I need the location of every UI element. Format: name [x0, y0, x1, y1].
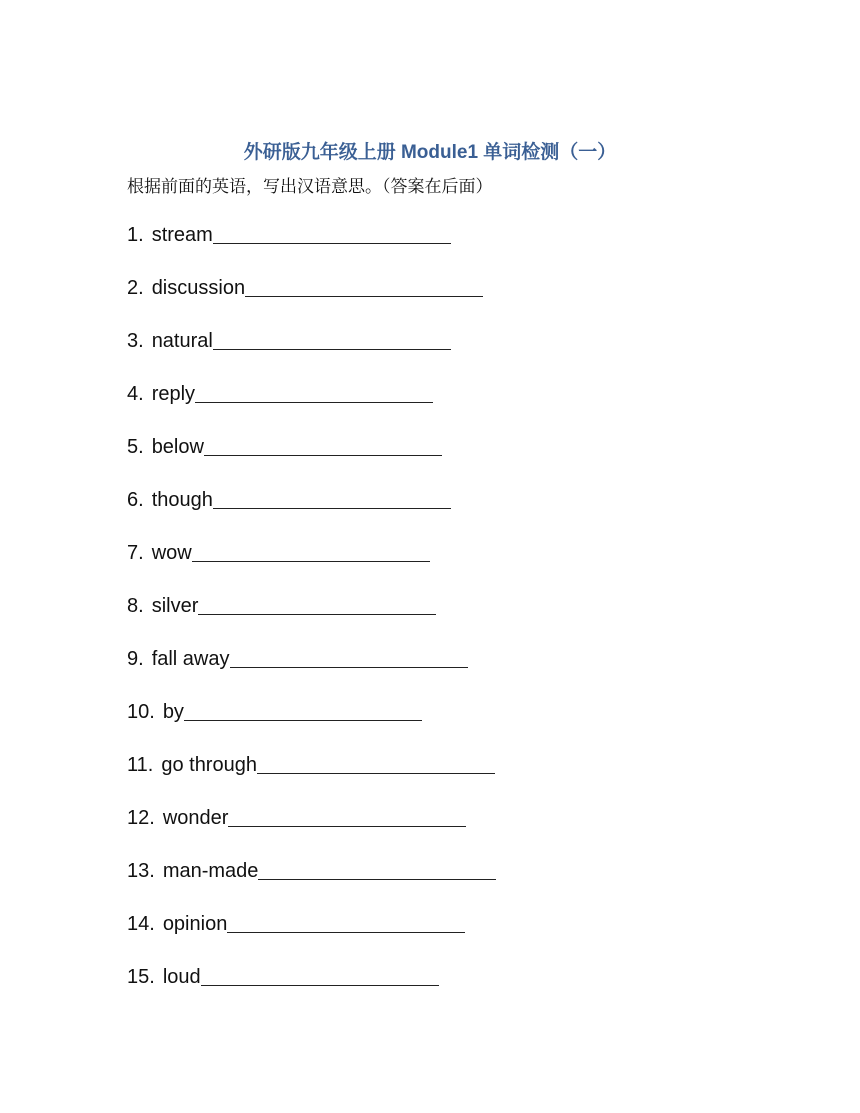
list-item: [127, 645, 496, 698]
vocabulary-word: opinion: [162, 913, 228, 935]
answer-blank[interactable]: [204, 433, 442, 456]
list-item: [127, 221, 496, 274]
answer-blank[interactable]: [192, 539, 430, 562]
item-number: 11.: [127, 754, 154, 776]
vocabulary-word: though: [151, 489, 213, 511]
list-item: [127, 592, 496, 645]
vocabulary-word: wow: [151, 542, 192, 564]
list-item: [127, 539, 496, 592]
item-number: 2.: [127, 277, 144, 299]
vocabulary-list: [127, 221, 496, 1016]
vocabulary-word: man-made: [162, 860, 259, 882]
instruction-text: 根据前面的英语，写出汉语意思。（答案在后面）: [127, 177, 493, 197]
vocabulary-word: stream: [151, 224, 213, 246]
item-number: 10.: [127, 701, 155, 723]
list-item: [127, 963, 496, 1016]
answer-blank[interactable]: [198, 592, 436, 615]
item-number: 12.: [127, 807, 155, 829]
list-item: [127, 751, 496, 804]
answer-blank[interactable]: [213, 327, 451, 350]
item-number: 3.: [127, 330, 144, 352]
list-item: [127, 274, 496, 327]
answer-blank[interactable]: [228, 804, 466, 827]
vocabulary-word: loud: [162, 966, 201, 988]
answer-blank[interactable]: [213, 486, 451, 509]
vocabulary-word: go through: [161, 754, 257, 776]
answer-blank[interactable]: [245, 274, 483, 297]
answer-blank[interactable]: [258, 857, 496, 880]
list-item: [127, 433, 496, 486]
list-item: [127, 327, 496, 380]
answer-blank[interactable]: [184, 698, 422, 721]
item-number: 5.: [127, 436, 144, 458]
vocabulary-word: wonder: [162, 807, 229, 829]
list-item: [127, 380, 496, 433]
answer-blank[interactable]: [201, 963, 439, 986]
item-number: 8.: [127, 595, 144, 617]
vocabulary-word: below: [151, 436, 204, 458]
list-item: [127, 857, 496, 910]
item-number: 4.: [127, 383, 144, 405]
list-item: [127, 804, 496, 857]
vocabulary-word: natural: [151, 330, 213, 352]
answer-blank[interactable]: [227, 910, 465, 933]
item-number: 6.: [127, 489, 144, 511]
vocabulary-word: by: [162, 701, 184, 723]
vocabulary-word: reply: [151, 383, 196, 405]
answer-blank[interactable]: [213, 221, 451, 244]
item-number: 7.: [127, 542, 144, 564]
vocabulary-word: discussion: [151, 277, 246, 299]
answer-blank[interactable]: [230, 645, 468, 668]
item-number: 13.: [127, 860, 155, 882]
answer-blank[interactable]: [195, 380, 433, 403]
page-title: 外研版九年级上册 Module1 单词检测（一）: [243, 142, 617, 163]
list-item: [127, 910, 496, 963]
answer-blank[interactable]: [257, 751, 495, 774]
list-item: [127, 486, 496, 539]
item-number: 14.: [127, 913, 155, 935]
item-number: 9.: [127, 648, 144, 670]
list-item: [127, 698, 496, 751]
vocabulary-word: silver: [151, 595, 199, 617]
item-number: 1.: [127, 224, 144, 246]
vocabulary-word: fall away: [151, 648, 230, 670]
item-number: 15.: [127, 966, 155, 988]
